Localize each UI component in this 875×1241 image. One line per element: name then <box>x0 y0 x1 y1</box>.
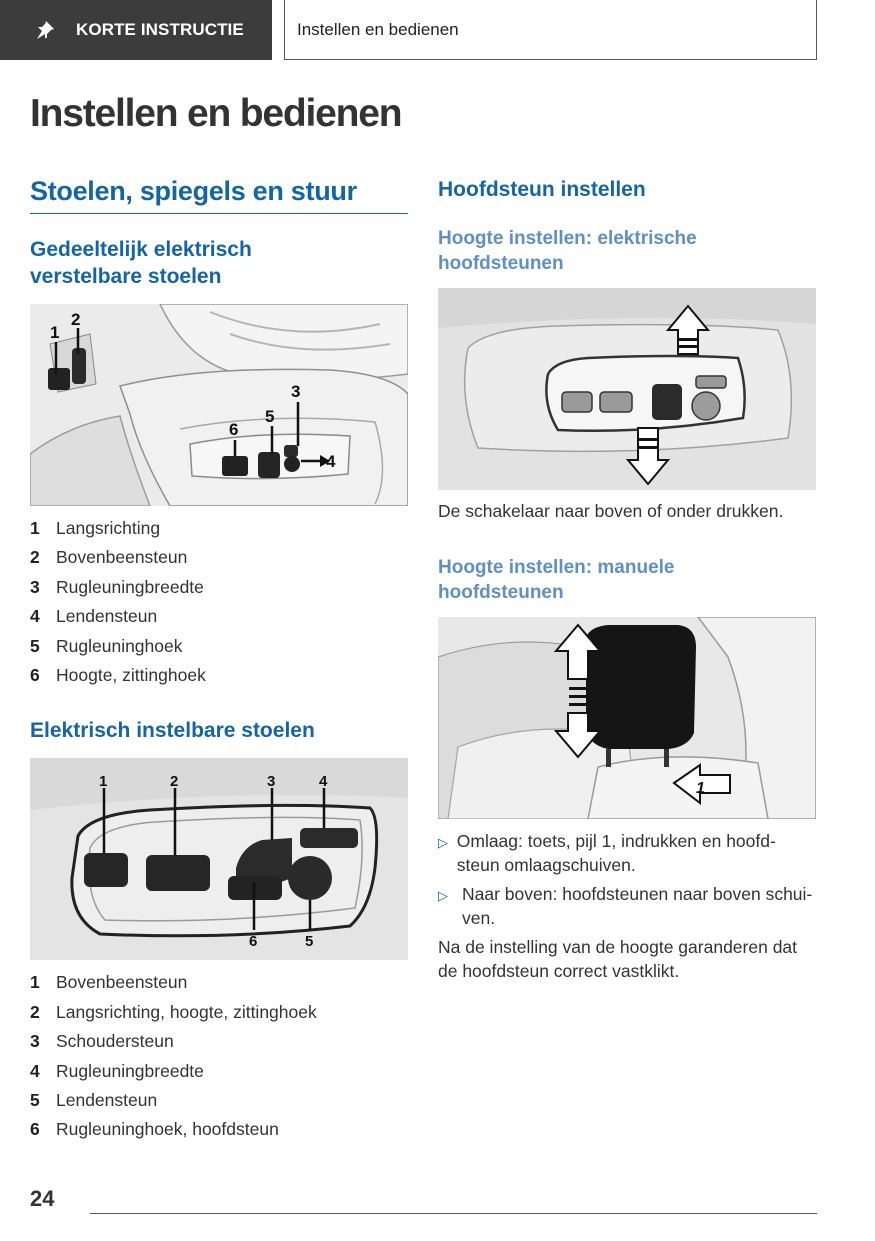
partial-callout-6: 6 <box>229 420 239 439</box>
breadcrumb <box>284 0 817 60</box>
partial-callout-1: 1 <box>50 323 60 342</box>
electric-headrest-caption: De schakelaar naar boven of onder drukken. <box>438 501 784 521</box>
electric-callout-3: 3 <box>267 773 276 791</box>
list-item: ▷ Naar boven: hoofdsteunen naar boven schui-ven. <box>438 884 813 928</box>
electric-headrest-figure <box>438 288 816 490</box>
page-title: Instellen en bedienen <box>30 92 402 135</box>
partial-seats-title: Gedeeltelijk elektrisch verstelbare stoelen <box>30 238 252 288</box>
electric-headrest-title: Hoogte instellen: elektrische hoofdsteunen <box>438 228 697 274</box>
pin-icon <box>34 19 56 41</box>
list-item: 4 Rugleuningbreedte <box>30 1060 204 1081</box>
electric-seat-legend <box>30 968 408 1144</box>
list-item: 5 Lendensteun <box>30 1090 158 1111</box>
list-item: 3 Rugleuningbreedte <box>30 576 204 597</box>
list-item: 2 Langsrichting, hoogte, zittinghoek <box>30 1001 317 1022</box>
list-item: 1 Bovenbeensteun <box>30 972 188 993</box>
electric-seats-title: Elektrisch instelbare stoelen <box>30 719 315 743</box>
section-tab-label: KORTE INSTRUCTIE <box>76 20 244 39</box>
list-item: 5 Rugleuninghoek <box>30 635 183 656</box>
manual-headrest-steps <box>438 829 816 930</box>
section-tab <box>0 0 272 60</box>
headrest-section-title: Hoofdsteun instellen <box>438 178 646 201</box>
partial-seat-legend <box>30 514 408 690</box>
partial-callout-4: 4 <box>326 452 336 471</box>
electric-seat-figure <box>30 758 408 960</box>
right-column <box>438 176 816 983</box>
partial-callout-3: 3 <box>291 382 301 401</box>
left-column <box>30 176 408 1145</box>
electric-callout-5: 5 <box>305 933 314 951</box>
manual-callout-1: 1 <box>696 780 705 797</box>
manual-headrest-title: Hoogte instellen: manuele hoofdsteunen <box>438 557 675 603</box>
list-item: 2 Bovenbeensteun <box>30 547 188 568</box>
electric-callout-1: 1 <box>99 773 108 791</box>
list-item: 6 Rugleuninghoek, hoofdsteun <box>30 1119 279 1140</box>
electric-callout-2: 2 <box>170 773 179 791</box>
list-item: ▷ Omlaag: toets, pijl 1, indrukken en hoofd-steun omlaagschuiven. <box>438 831 776 875</box>
section-title: Stoelen, spiegels en stuur <box>30 176 408 214</box>
bullet-triangle-icon: ▷ <box>438 888 448 903</box>
electric-callout-4: 4 <box>319 773 328 791</box>
breadcrumb-label: Instellen en bedienen <box>297 19 459 39</box>
partial-callout-2: 2 <box>71 310 81 329</box>
manual-headrest-figure <box>438 617 816 819</box>
manual-headrest-note: Na de instelling van de hoogte garanderen dat de hoofdsteun correct vastklikt. <box>438 937 798 981</box>
partial-callout-5: 5 <box>265 407 275 426</box>
list-item: 4 Lendensteun <box>30 606 158 627</box>
partial-seat-figure <box>30 304 408 506</box>
bullet-triangle-icon: ▷ <box>438 835 448 850</box>
electric-callout-6: 6 <box>249 933 258 951</box>
list-item: 3 Schoudersteun <box>30 1031 174 1052</box>
list-item: 6 Hoogte, zittinghoek <box>30 665 206 686</box>
list-item: 1 Langsrichting <box>30 518 161 538</box>
footer-divider <box>90 1213 817 1214</box>
page-number: 24 <box>30 1186 55 1211</box>
